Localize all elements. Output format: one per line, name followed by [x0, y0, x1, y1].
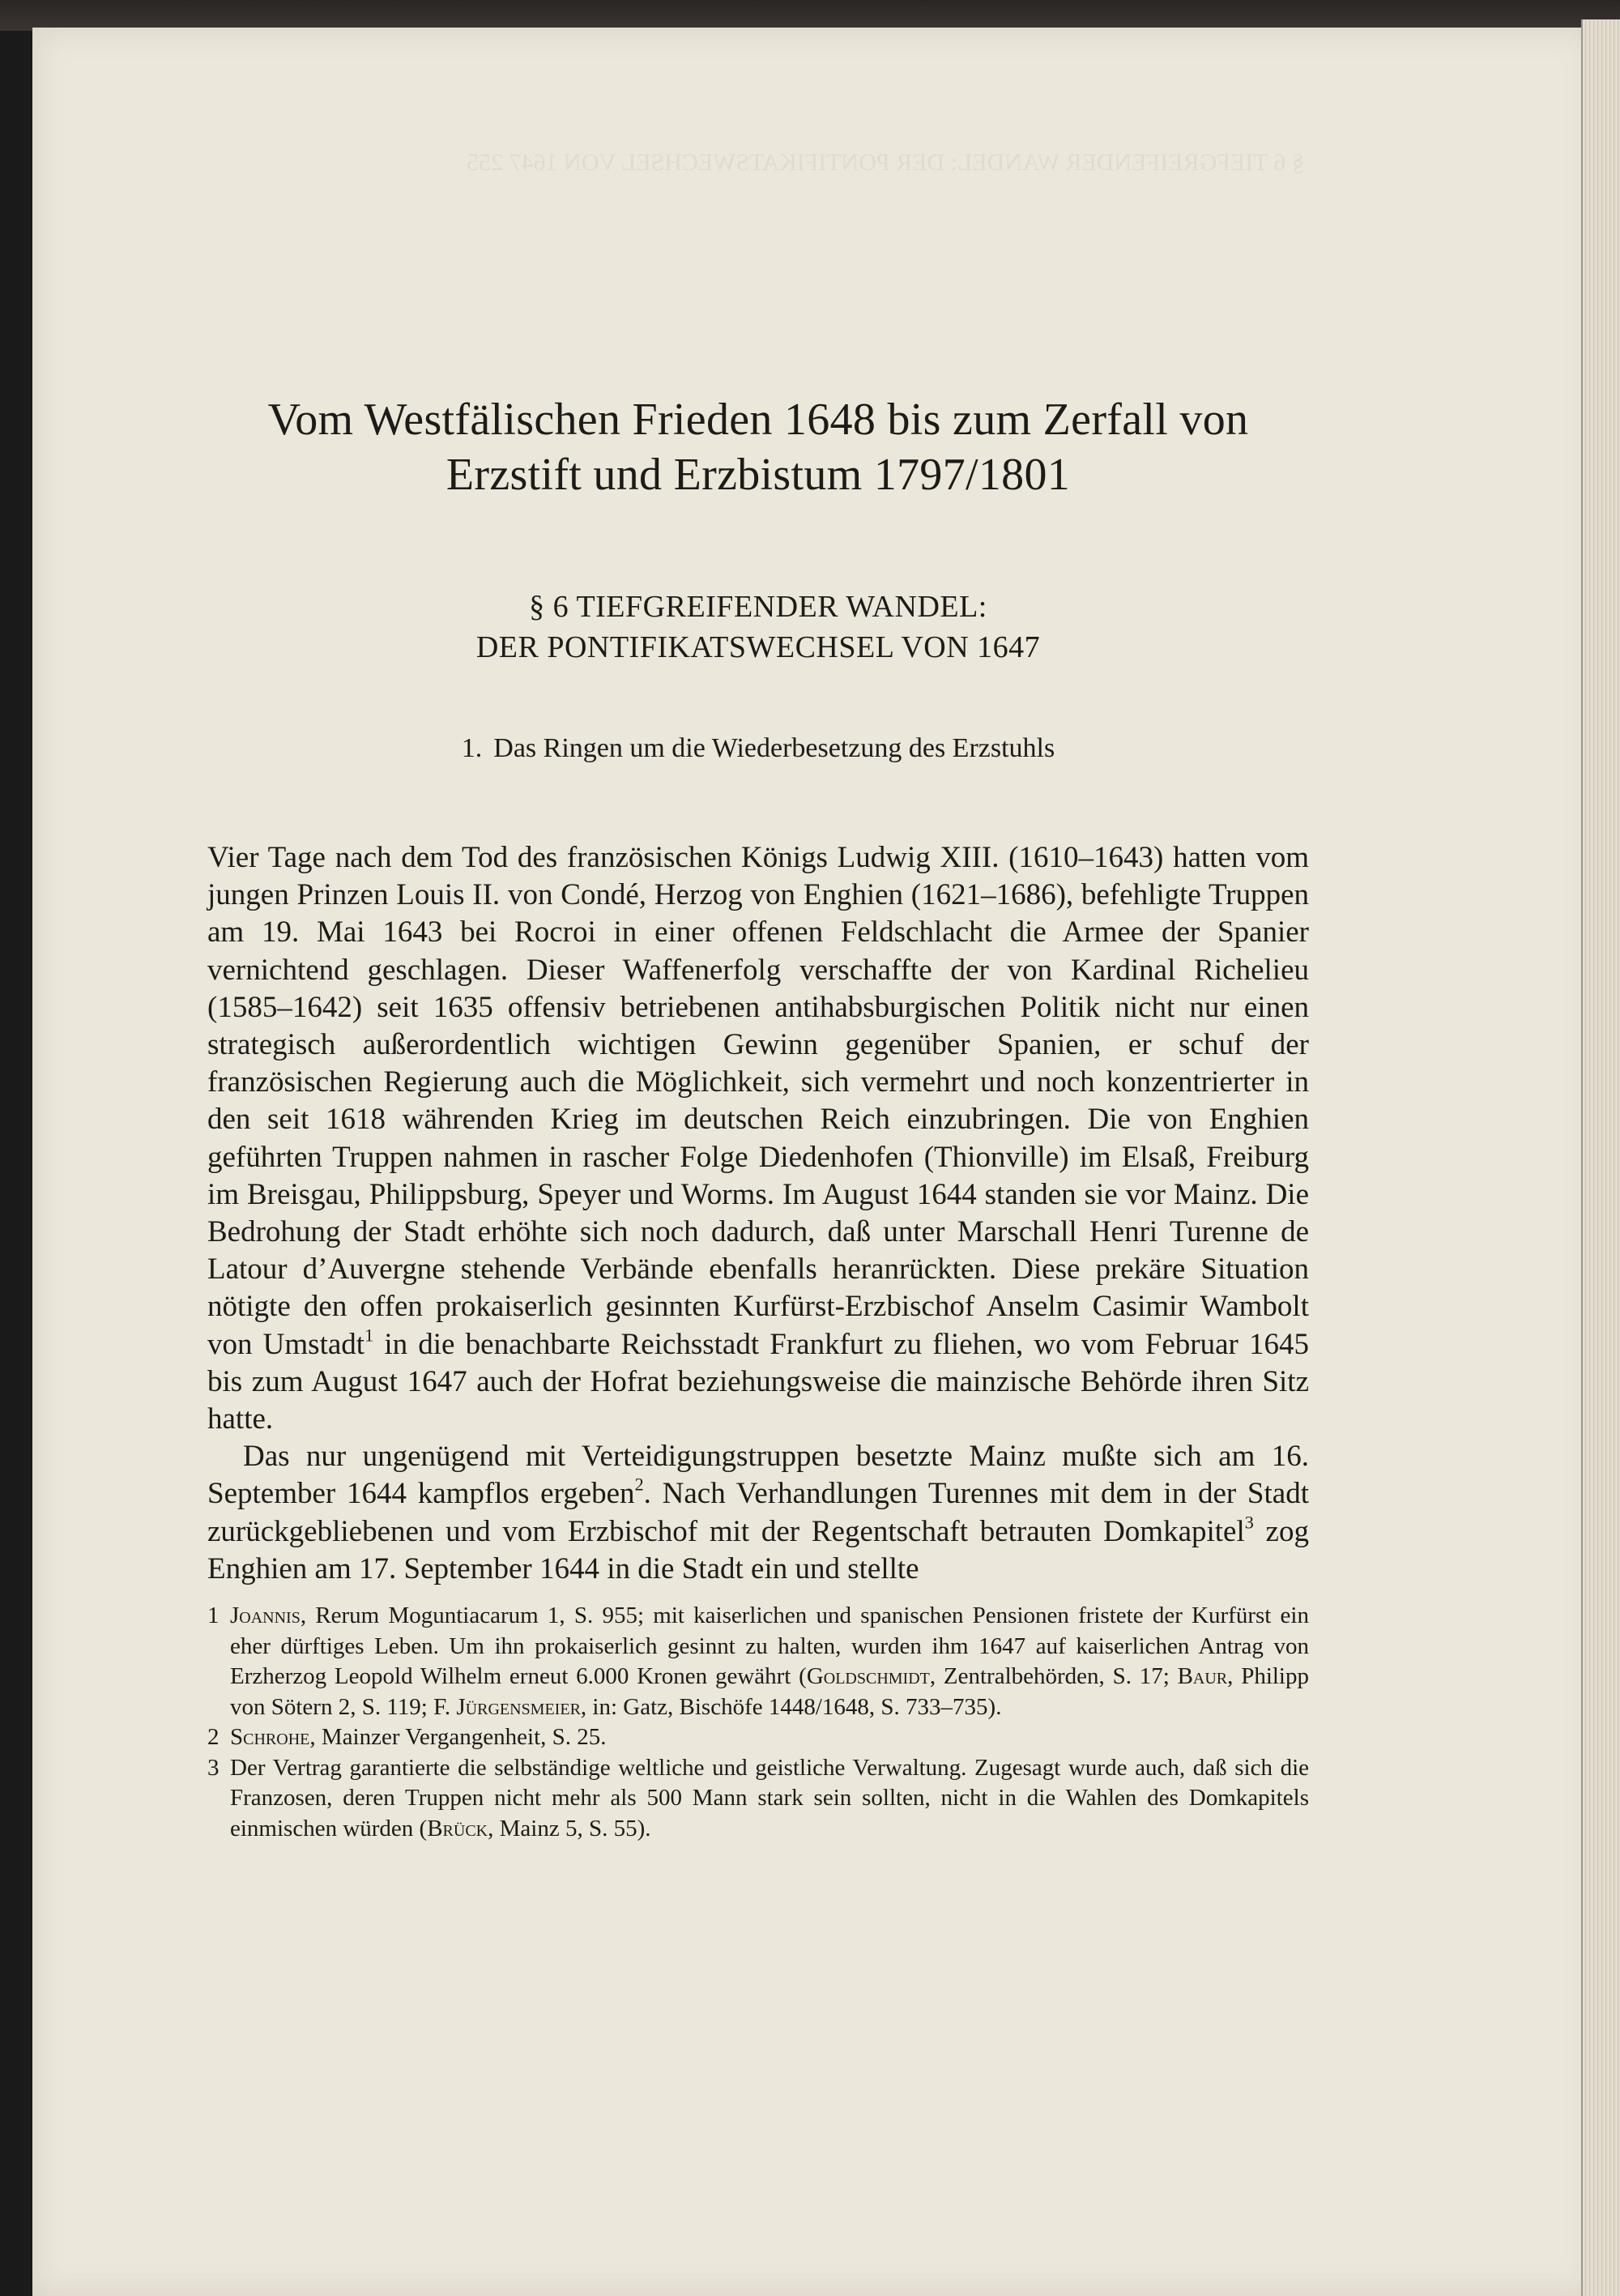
footnote-text: Schrohe, Mainzer Vergangenheit, S. 25.: [230, 1724, 607, 1751]
chapter-title: [207, 392, 1309, 502]
scan-background-top: [0, 0, 1620, 31]
footnote-text: Joannis, Rerum Moguntiacarum 1, S. 955; mit kaiserlichen und spanischen Pensionen fristete der Kurfürst ein eher dürftiges Leben. Um ihn prokaiserlich gesinnt zu halten, wurden ihm 1647 auf kaiserlichen Antrag von Erzherzog Leopold Wilhelm erneut 6.000 Kronen gewährt (Goldschmidt, Zentralbehörden, S. 17; Baur, Philipp von Sötern 2, S. 119; F. Jürgensmeier, in: Gatz, Bischöfe 1448/1648, S. 733–735).: [230, 1603, 1309, 1720]
footnote-number: 3: [207, 1754, 220, 1781]
body-text: [207, 839, 1309, 1588]
footnote-number: 2: [207, 1724, 220, 1751]
footnote-number: 1: [207, 1603, 220, 1629]
chapter-title-line-2: Erzstift und Erzbistum 1797/1801: [446, 450, 1071, 500]
footnote-ref-2[interactable]: 2: [634, 1474, 644, 1495]
show-through-text: § 6 TIEFGREIFENDER WANDEL: DER PONTIFIKATSWECHSEL VON 1647 255: [467, 149, 1304, 176]
subsection-heading: [207, 731, 1309, 766]
subsection-number: 1.: [461, 733, 483, 763]
section-heading-line-1: § 6 TIEFGREIFENDER WANDEL:: [529, 590, 987, 624]
footnote-2: [207, 1722, 1309, 1753]
section-heading: [207, 587, 1309, 668]
section-heading-line-2: DER PONTIFIKATSWECHSEL VON 1647: [475, 630, 1041, 664]
footnotes: [207, 1601, 1309, 1844]
page-content: [207, 392, 1309, 1844]
footnote-ref-1[interactable]: 1: [364, 1325, 374, 1346]
footnote-text: Der Vertrag garantierte die selbständige weltliche und geistliche Verwaltung. Zugesagt wurde auch, daß sich die Franzosen, deren Truppen nicht mehr als 500 Mann stark sein sollten, nicht in die Wahlen des Domkapitels einmischen würden (Brück, Mainz 5, S. 55).: [230, 1754, 1309, 1841]
footnote-1: [207, 1601, 1309, 1722]
paragraph-1: Vier Tage nach dem Tod des französischen Königs Ludwig XIII. (1610–1643) hatten vom jungen Prinzen Louis II. von Condé, Herzog von Enghien (1621–1686), befehligte Truppen am 19. Mai 1643 bei Rocroi in einer offenen Feldschlacht die Armee der Spanier vernichtend geschlagen. Dieser Waffenerfolg verschaffte der von Kardinal Richelieu (1585–1642) seit 1635 offensiv betriebenen antihabsburgischen Politik nicht nur einen strategisch außerordentlich wichtigen Gewinn gegenüber Spanien, er schuf der französischen Regierung auch die Möglichkeit, sich vermehrt und noch konzentrierter in den seit 1618 währenden Krieg im deutschen Reich einzubringen. Die von Enghien geführten Truppen nahmen in rascher Folge Diedenhofen (Thionville) im Elsaß, Freiburg im Breisgau, Philippsburg, Speyer und Worms. Im August 1644 standen sie vor Mainz. Die Bedrohung der Stadt erhöhte sich noch dadurch, daß unter Marschall Henri Turenne de Latour d’Auvergne stehende Verbände ebenfalls heranrückten. Diese prekäre Situation nötigte den offen prokaiserlich gesinnten Kurfürst-Erzbischof Anselm Casimir Wambolt von Umstadt$^1$ in die benachbarte Reichsstadt Frankfurt zu fliehen, wo vom Februar 1645 bis zum August 1647 auch der Hofrat beziehungsweise die mainzische Behörde ihren Sitz hatte.: [207, 841, 1310, 1436]
chapter-title-line-1: Vom Westfälischen Frieden 1648 bis zum Zerfall von: [267, 395, 1249, 445]
footnote-ref-3[interactable]: 3: [1244, 1512, 1254, 1533]
footnote-3: [207, 1753, 1309, 1845]
subsection-title: Das Ringen um die Wiederbesetzung des Erzstuhls: [493, 733, 1055, 763]
paragraph-2: Das nur ungenügend mit Verteidigungstruppen besetzte Mainz mußte sich am 16. September 1644 kampflos ergeben$^2$. Nach Verhandlungen Turennes mit dem in der Stadt zurückgebliebenen und vom Erzbischof mit der Regentschaft betrauten Domkapitel$^3$ zog Enghien am 17. September 1644 in die Stadt ein und stellte: [207, 1440, 1309, 1585]
page-fore-edge: [1581, 19, 1620, 2296]
